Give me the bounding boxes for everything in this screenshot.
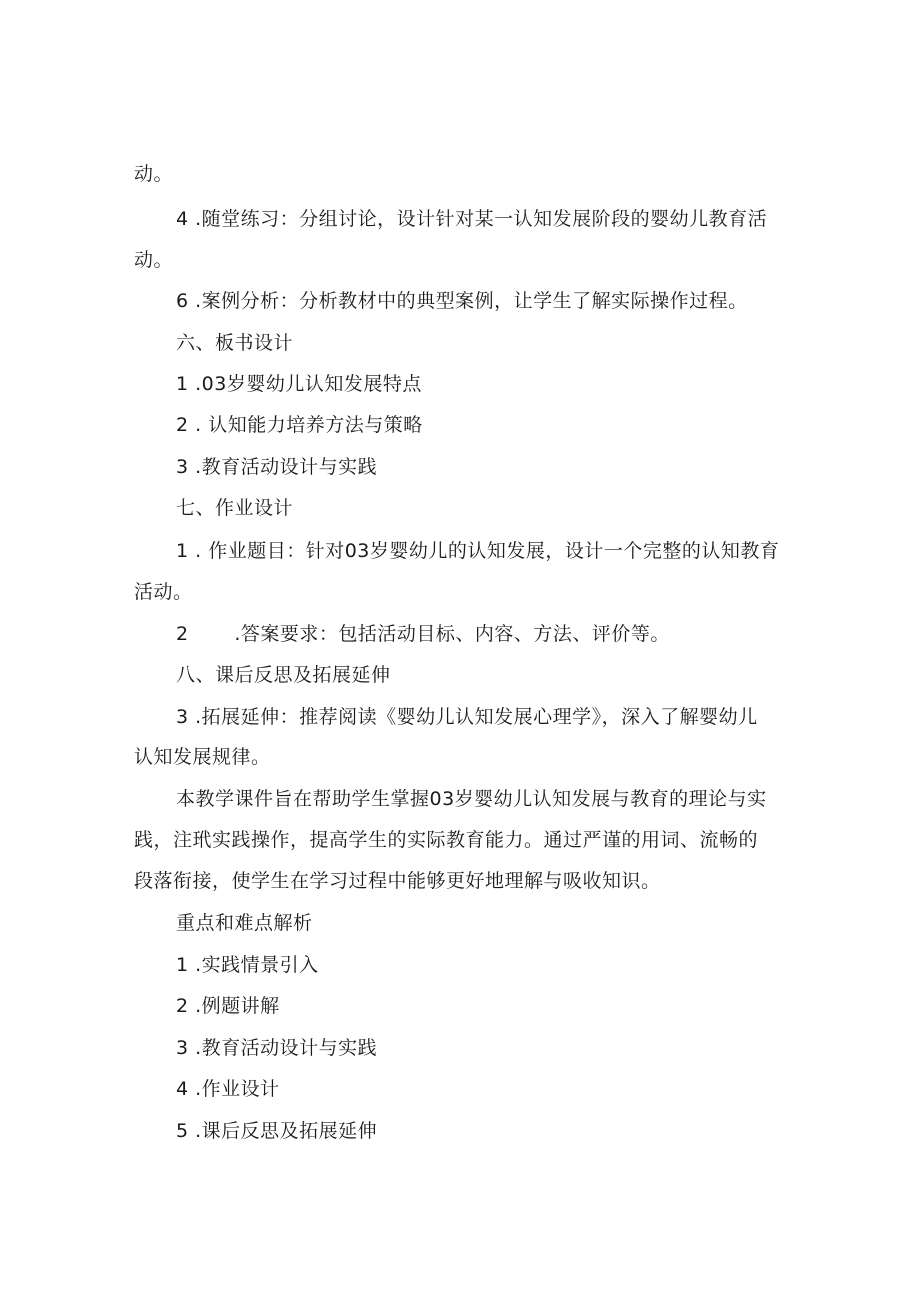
paragraph-line: 践，注玳实践操作，提高学生的实际教育能力。通过严谨的用词、流畅的 xyxy=(134,829,759,851)
list-item: 1 . 作业题目：针对03岁婴幼儿的认知发展，设计一个完整的认知教育 xyxy=(176,540,780,562)
section-heading: 八、课后反思及拓展延伸 xyxy=(176,664,391,686)
list-item: 3 .拓展延伸：推荐阅读《婴幼儿认知发展心理学》，深入了解婴幼儿 xyxy=(176,706,758,728)
paragraph-line: 段落衔接，使学生在学习过程中能够更好地理解与吸收知识。 xyxy=(134,870,661,892)
section-heading: 重点和难点解析 xyxy=(176,912,313,934)
list-item: 3 .教育活动设计与实践 xyxy=(176,1037,378,1059)
list-item: 4 .作业设计 xyxy=(176,1078,280,1100)
paragraph-continuation: 认知发展规律。 xyxy=(134,746,271,768)
section-heading: 六、板书设计 xyxy=(176,332,294,354)
list-item: 2 . 认知能力培养方法与策略 xyxy=(176,414,423,436)
list-item: 6 .案例分析：分析教材中的典型案例，让学生了解实际操作过程。 xyxy=(176,290,748,312)
paragraph-line: 本教学课件旨在帮助学生掌握03岁婴幼儿认知发展与教育的理论与实 xyxy=(176,788,767,810)
paragraph-continuation: 动。 xyxy=(134,163,174,185)
list-item: 1 .03岁婴幼儿认知发展特点 xyxy=(176,373,422,395)
paragraph-continuation: 活动。 xyxy=(134,581,193,603)
list-item: 1 .实践情景引入 xyxy=(176,954,319,976)
list-item: 2 .例题讲解 xyxy=(176,995,280,1017)
list-item: 4 .随堂练习：分组讨论，设计针对某一认知发展阶段的婴幼儿教育活 xyxy=(176,208,768,230)
list-item: 5 .课后反思及拓展延伸 xyxy=(176,1120,378,1142)
paragraph-continuation: 动。 xyxy=(134,249,174,271)
section-heading: 七、作业设计 xyxy=(176,497,294,519)
list-item: 3 .教育活动设计与实践 xyxy=(176,456,378,478)
list-item: 2 .答案要求：包括活动目标、内容、方法、评价等。 xyxy=(176,623,670,645)
